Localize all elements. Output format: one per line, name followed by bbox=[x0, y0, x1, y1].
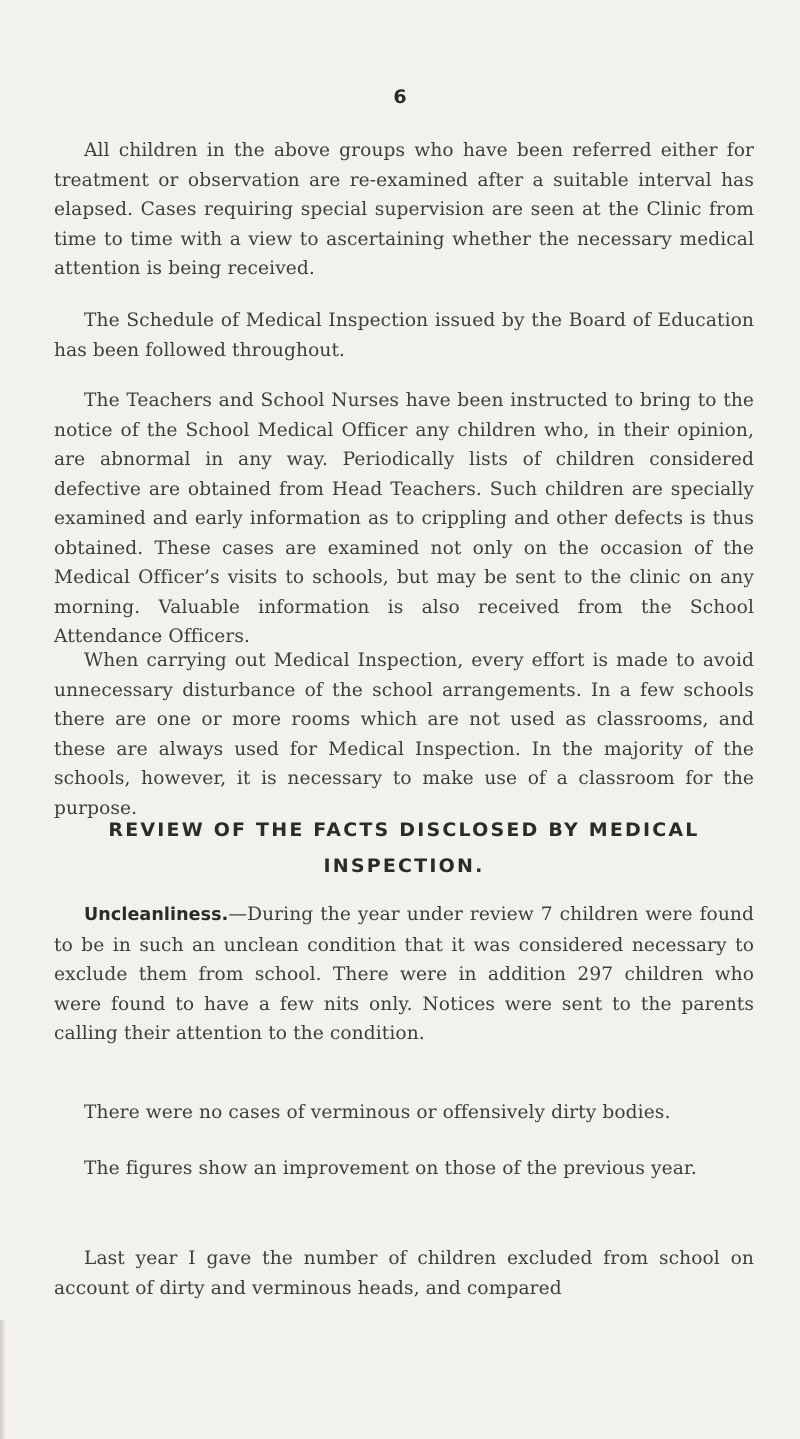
paragraph-uncleanliness bbox=[54, 900, 754, 1049]
paragraph-text: When carrying out Medical Inspection, every effort is made to avoid unnecessary disturbance of the school arrangements. In a few schools there are one or more rooms which are not used as classrooms, and these are always used for Medical Inspection. In the majority of the schools, however, it is necessary to make use of a classroom for the purpose. bbox=[54, 650, 754, 819]
section-heading: REVIEW OF THE FACTS DISCLOSED BY MEDICAL INSPECTION. bbox=[108, 819, 700, 877]
paragraph-text: The Teachers and School Nurses have been instructed to bring to the notice of the School Medical Officer any children who, in their opinion, are abnormal in any way. Periodically lists of children considered defective are obtained from Head Teachers. Such children are specially examined and early information as to crippling and other defects is thus obtained. These cases are examined not only on the occasion of the Medical Officer’s visits to schools, but may be sent to the clinic on any morning. Valuable information is also received from the School Attendance Officers. bbox=[54, 390, 754, 647]
paragraph-schedule bbox=[54, 306, 754, 365]
paragraph-inspection-arrangements bbox=[54, 646, 754, 823]
paragraph-text: There were no cases of verminous or offensively dirty bodies. bbox=[84, 1102, 671, 1123]
paragraph-teachers-nurses bbox=[54, 386, 754, 652]
paragraph-text: All children in the above groups who have been referred either for treatment or observation are re-examined after a suitable interval has elapsed. Cases requiring special supervision are seen at the Clinic from time to time with a view to ascertaining whether the necessary medical attention is being received. bbox=[54, 140, 754, 279]
paragraph-improvement bbox=[54, 1154, 754, 1184]
page-edge-shadow bbox=[0, 1320, 6, 1439]
paragraph-reexamination bbox=[54, 136, 754, 284]
paragraph-text: The figures show an improvement on those of the previous year. bbox=[84, 1158, 697, 1179]
paragraph-verminous-bodies bbox=[54, 1098, 754, 1128]
paragraph-last-year bbox=[54, 1244, 754, 1303]
paragraph-text: The Schedule of Medical Inspection issued by the Board of Education has been followed throughout. bbox=[54, 310, 754, 361]
paragraph-text: —During the year under review 7 children were found to be in such an unclean condition that it was considered necessary to exclude them from school. There were in addition 297 children who were found to have a few nits only. Notices were sent to the parents calling their attention to the condition. bbox=[54, 904, 754, 1044]
paragraph-text: Last year I gave the number of children excluded from school on account of dirty and verminous heads, and compared bbox=[54, 1248, 754, 1299]
page-number: 6 bbox=[393, 86, 407, 108]
uncleanliness-subheading: Uncleanliness. bbox=[84, 905, 229, 925]
